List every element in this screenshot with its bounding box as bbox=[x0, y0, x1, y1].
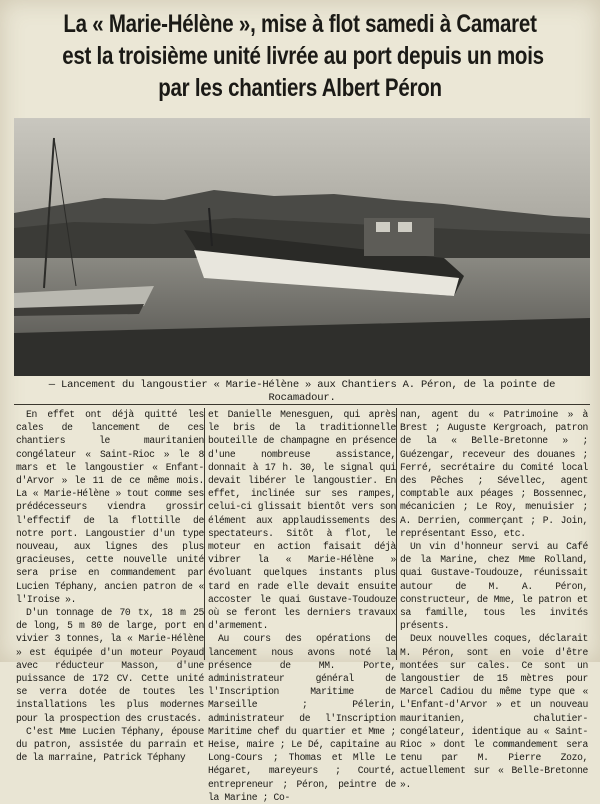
article-column-3 bbox=[400, 408, 588, 790]
headline bbox=[62, 8, 544, 104]
article-column-1 bbox=[16, 408, 204, 764]
launch-photo-illustration bbox=[14, 118, 590, 376]
column-2-paragraph-2: Au cours des opérations de lancement nous avons noté la présence de MM. Porte, administrateur général de l'Inscription Maritime de Marseille ; Pélerin, administrateur de l'Inscription Maritime chef du quartier et Mme ; Heise, maire ; Le Dé, capitaine au Long-Cours ; Thomas et Mlle Le Hégaret, mareyeurs ; Courté, entrepreneur ; Péron, peintre de la Marine ; Co- bbox=[208, 633, 396, 803]
column-3-paragraph-3: Deux nouvelles coques, déclarait M. Péron, sont en voie d'être montées sur cales. Ce sont un langoustier de 15 mètres pour Marcel Cadiou du même type que « L'Enfant-d'Arvor » et un nouveau mauritanien, chalutier-congélateur, identique au « Saint-Rioc » dont le commandement sera tenu par M. Pierre Zozo, actuellement sur « Belle-Bretonne ». bbox=[400, 633, 588, 790]
column-1-paragraph-2: D'un tonnage de 70 tx, 18 m 25 de long, 5 m 80 de large, port en vivier 3 tonnes, la « Marie-Hélène » est équipée d'un moteur Poyaud avec réducteur Masson, d'une puissance de 172 CV. Cette unité se verra dotée de toutes les installations les plus modernes pour la prospection des crustacés. bbox=[16, 607, 204, 724]
column-2-paragraph-1: et Danielle Menesguen, qui après le bris de la traditionnelle bouteille de champagne en présence d'une nombreuse assistance, donnait à 17 h. 30, le signal qui devait libérer le langoustier. En effet, inclinée sur ses rampes, celui-ci glissait bientôt vers son élément aux applaudissements des spectateurs. Sitôt à flot, le moteur en action faisait déjà vibrer la « Marie-Hélène » évoluant quelques instants plus tard en rade elle devait ensuite accoster le quai Gustave-Toudouze où se feront les derniers travaux d'armement. bbox=[208, 409, 396, 632]
column-3-paragraph-2: Un vin d'honneur servi au Café de la Marine, chez Mme Rolland, quai Gustave-Toudouze, réunissait autour de M. A. Péron, constructeur, de Mme, le patron et sa famille, tous les invités présents. bbox=[400, 541, 588, 632]
photo-caption-line-1: — Lancement du langoustier « Marie-Hélène » aux Chantiers A. Péron, de la pointe de bbox=[48, 379, 556, 391]
photo-caption bbox=[14, 379, 590, 405]
column-divider-1 bbox=[204, 408, 205, 660]
photo-caption-line-2: Rocamadour. bbox=[268, 392, 336, 404]
column-1-paragraph-3: C'est Mme Lucien Téphany, épouse du patron, assistée du parrain et de la marraine, Patrick Téphany bbox=[16, 725, 204, 764]
column-divider-2 bbox=[396, 408, 397, 660]
column-3-paragraph-1: nan, agent du « Patrimoine » à Brest ; Auguste Kergroach, patron de la « Belle-Bretonne » ; Guézengar, receveur des douanes ; Ferré, secrétaire du Comité local des Pêches ; Sévellec, agent comptable aux péages ; Bossennec, mécanicien ; Le Roy, menuisier ; A. Derrien, commerçant ; P. Join, représentant Esso, etc. bbox=[400, 409, 588, 539]
headline-line-1: La « Marie-Hélène », mise à flot samedi à Camaret bbox=[63, 10, 537, 38]
headline-line-3: par les chantiers Albert Péron bbox=[158, 74, 442, 102]
article-column-2 bbox=[208, 408, 396, 803]
column-1-paragraph-1: En effet ont déjà quitté les cales de lancement de ces chantiers le mauritanien congélateur « Saint-Rioc » le 8 mars et le langoustier « Enfant-d'Arvor » le 11 de ce même mois. La « Marie-Hélène » tout comme ses prédécesseurs viendra grossir l'effectif de la flottille de notre port. Langoustier d'un type nouveau, aux lignes des plus gracieuses, cette nouvelle unité sera prise en commandement par Lucien Téphany, ancien patron de « l'Iroise ». bbox=[16, 409, 204, 605]
caption-divider bbox=[14, 404, 590, 405]
launch-photo bbox=[14, 118, 590, 376]
headline-line-2: est la troisième unité livrée au port depuis un mois bbox=[62, 42, 544, 70]
